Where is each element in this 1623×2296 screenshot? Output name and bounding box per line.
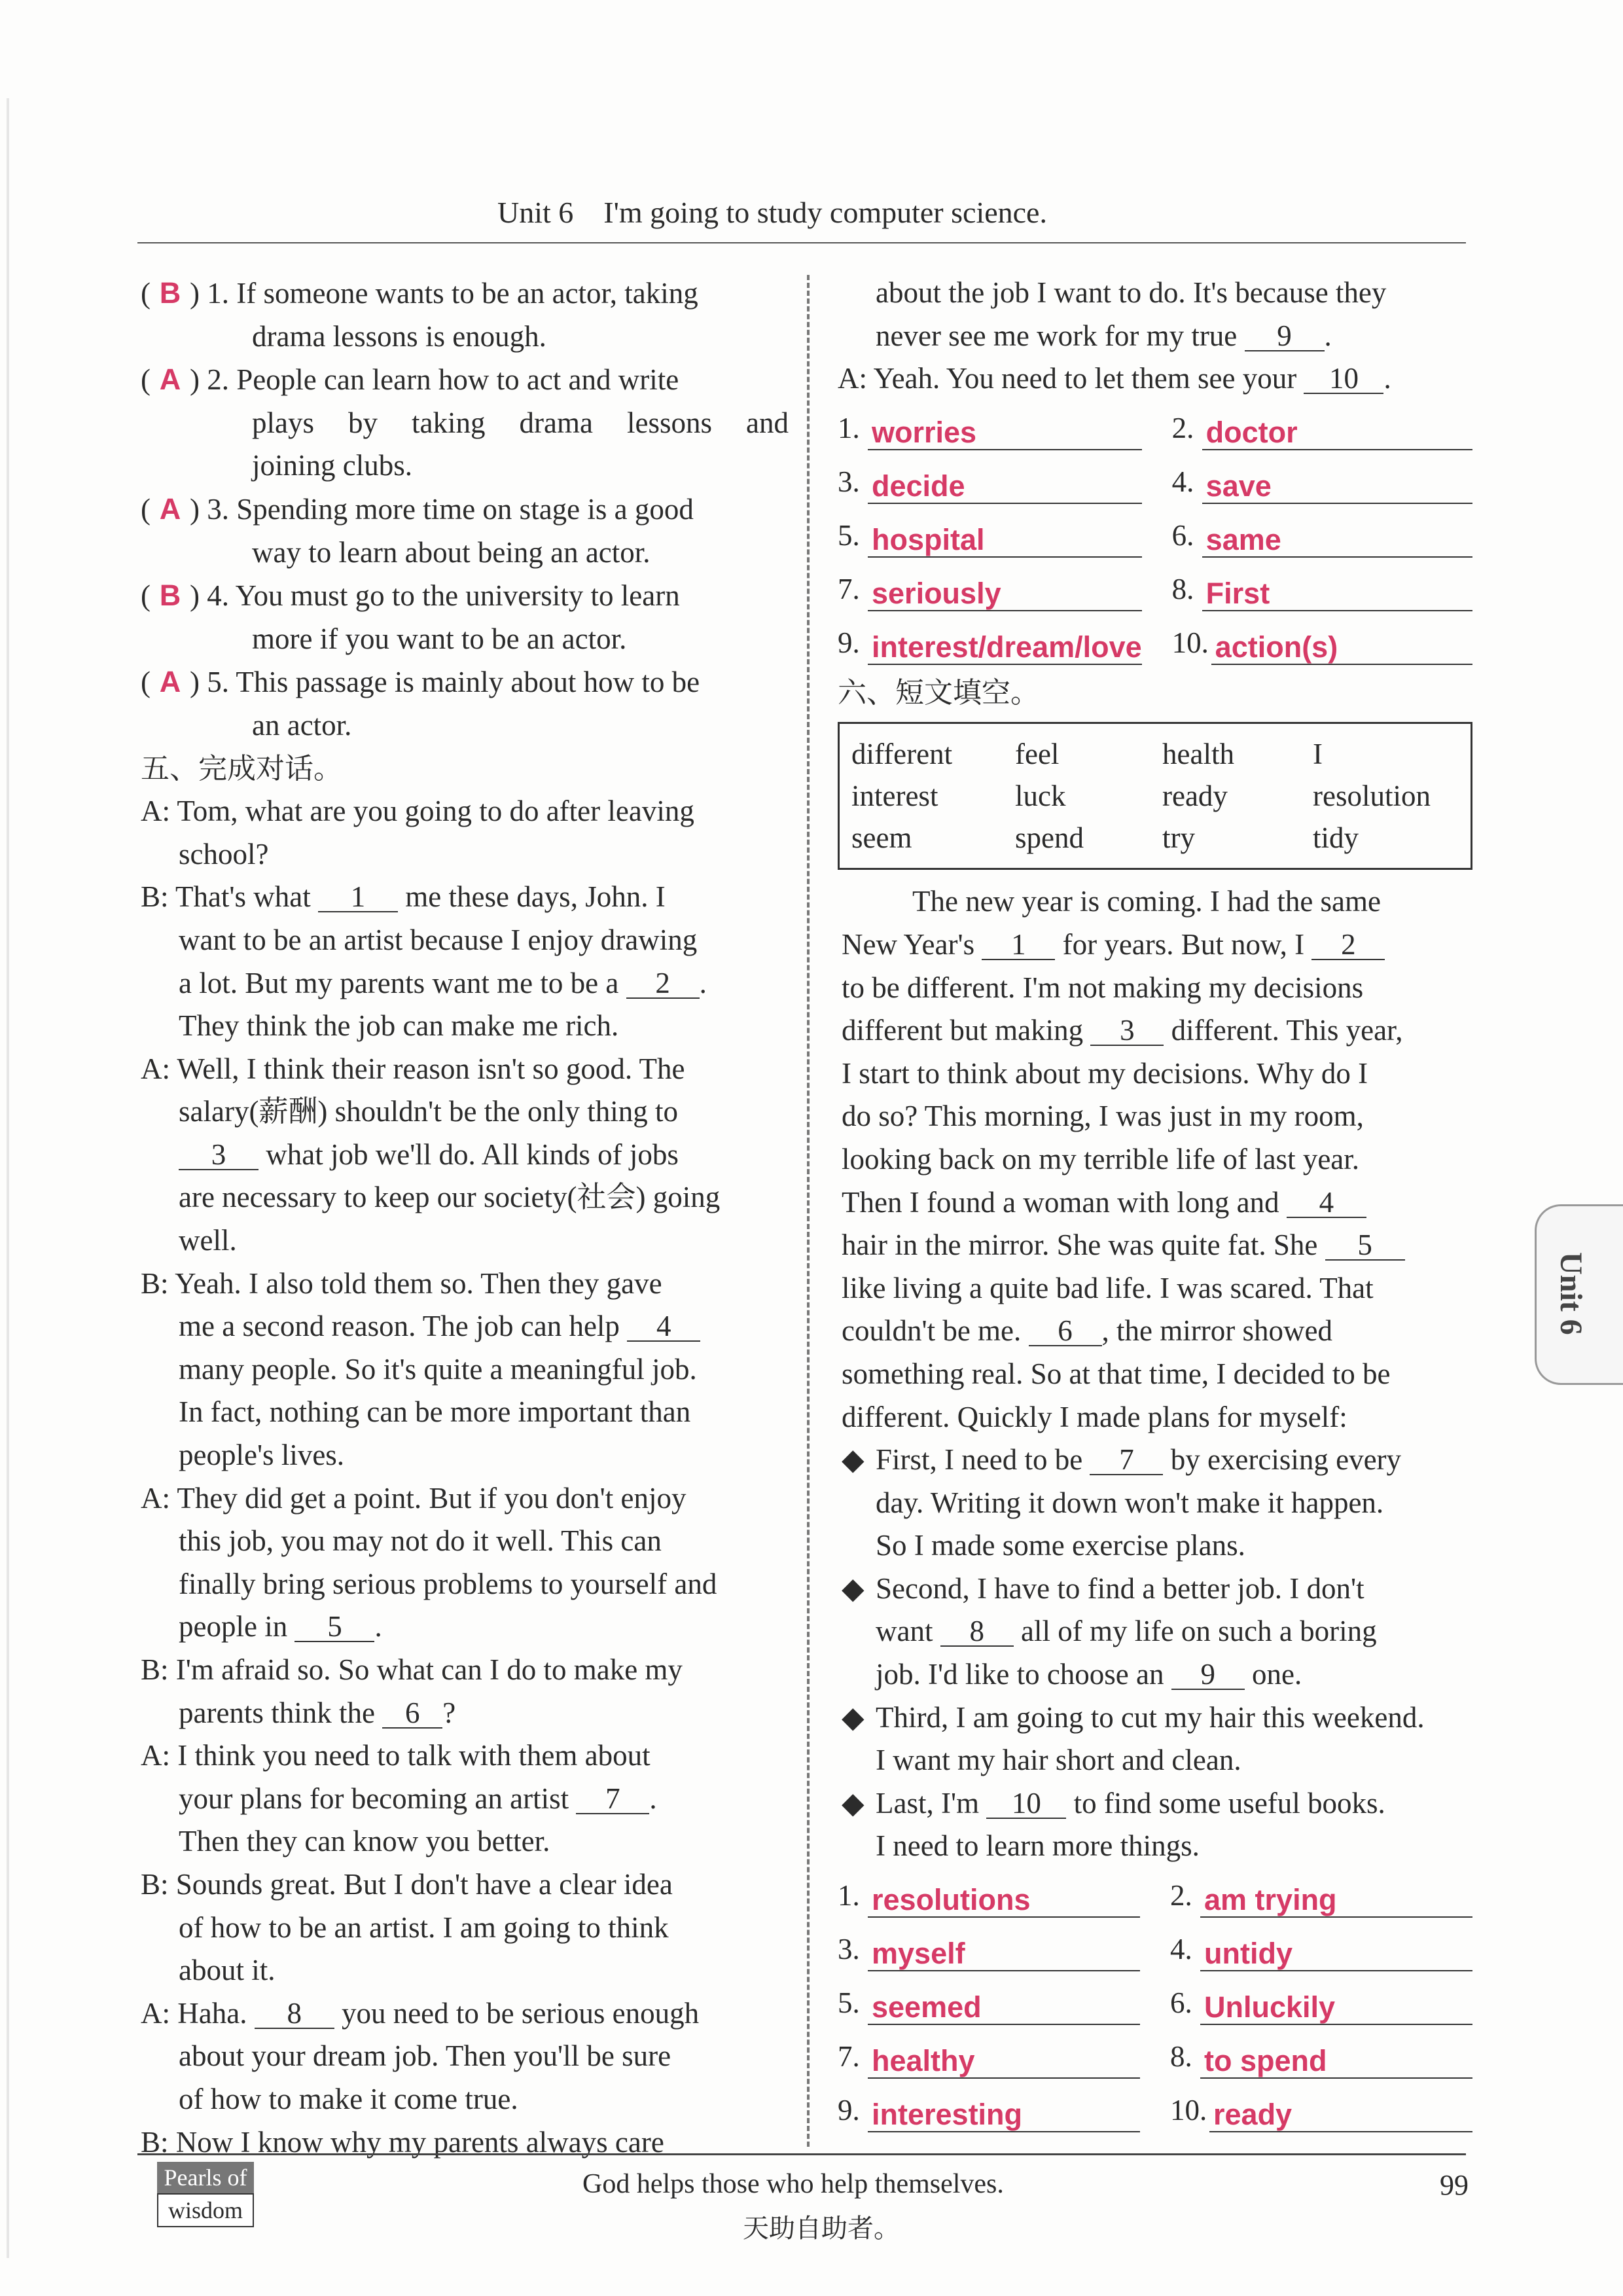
- left-column: [141, 272, 789, 2164]
- word-bank-item: luck: [1015, 780, 1066, 813]
- dialogue-line: A: I think you need to talk with them about: [141, 1739, 651, 1772]
- answer-item: 8. First: [1172, 558, 1472, 611]
- blank-8: 8: [255, 1999, 334, 2029]
- dialogue-line: B: Now I know why my parents always care: [141, 2125, 664, 2159]
- dialogue-line: 3 what job we'll do. All kinds of jobs: [141, 1134, 789, 1177]
- tf-question-1: ( B ) 1. If someone wants to be an actor, taking drama lessons is enough.: [141, 272, 789, 358]
- blank-4: 4: [1287, 1188, 1366, 1218]
- word-bank-item: seem: [851, 821, 912, 855]
- dialogue-line: B: I'm afraid so. So what can I do to make my: [141, 1653, 683, 1686]
- question-text: ) 5. This passage is mainly about how to be: [190, 666, 700, 699]
- answer-item: 10. action(s): [1172, 611, 1472, 665]
- column-divider: [807, 275, 810, 2147]
- answer-item: 6. Unluckily: [1170, 1971, 1472, 2025]
- dialogue-line: A: Well, I think their reason isn't so good. The: [141, 1052, 685, 1085]
- passage-line: hair in the mirror. She was quite fat. She 5: [842, 1224, 1472, 1267]
- answer-item: 6. same: [1172, 504, 1472, 558]
- passage-line: So I made some exercise plans.: [876, 1529, 1245, 1562]
- blank-10: 10: [986, 1789, 1066, 1819]
- question-text: plays by taking drama lessons and: [252, 406, 789, 439]
- passage-line: want 8 all of my life on such a boring: [876, 1615, 1377, 1648]
- passage-line: ◆ Second, I have to find a better job. I don't: [842, 1568, 1472, 1611]
- passage-line: day. Writing it down won't make it happen.: [876, 1486, 1384, 1519]
- question-text: drama lessons is enough.: [252, 319, 546, 353]
- question-text: an actor.: [252, 708, 352, 742]
- dialogue-line: Then they can know you better.: [179, 1825, 550, 1858]
- diamond-bullet-icon: ◆: [842, 1571, 865, 1605]
- dialogue-line: B: Yeah. I also told them so. Then they gave: [141, 1266, 662, 1300]
- passage-line: New Year's 1 for years. But now, I 2: [842, 924, 1472, 967]
- answer-item: 7. healthy: [838, 2025, 1140, 2079]
- tf-answer: A: [159, 363, 181, 397]
- answer-item: 9. interesting: [838, 2079, 1140, 2132]
- question-text: ) 1. If someone wants to be an actor, taking: [190, 277, 698, 310]
- blank-1: 1: [982, 930, 1055, 960]
- passage: [842, 880, 1472, 1868]
- word-bank-item: tidy: [1313, 821, 1359, 855]
- dialogue-line: They think the job can make me rich.: [179, 1009, 619, 1043]
- tf-answer: B: [159, 276, 181, 310]
- tf-question-2: ( A ) 2. People can learn how to act and write plays by taking drama lessons and joining clubs.: [141, 358, 789, 488]
- unit-side-tab-label: Unit 6: [1554, 1252, 1588, 1335]
- footer-motto-chinese: 天助自助者。: [743, 2214, 900, 2244]
- blank-9: 9: [1171, 1660, 1245, 1690]
- dialogue-line: B: Sounds great. But I don't have a clear idea: [141, 1867, 673, 1901]
- answer-item: 3. decide: [838, 450, 1142, 504]
- blank-5: 5: [294, 1612, 374, 1642]
- dialogue-line: of how to make it come true.: [179, 2082, 518, 2115]
- dialogue: [141, 790, 789, 2164]
- blank-2: 2: [626, 969, 700, 999]
- dialogue-line: school?: [179, 837, 269, 870]
- answer-item: 1. worries: [838, 397, 1142, 450]
- question-text: way to learn about being an actor.: [252, 535, 651, 569]
- passage-line: to be different. I'm not making my decisions: [842, 971, 1364, 1004]
- blank-9: 9: [1245, 321, 1325, 351]
- dialogue-line: about your dream job. Then you'll be sure: [179, 2039, 671, 2073]
- dialogue-line: about it.: [179, 1954, 276, 1987]
- dialogue-line: never see me work for my true 9 .: [876, 319, 1332, 352]
- blank-10: 10: [1304, 364, 1383, 394]
- answer-item: 8. to spend: [1170, 2025, 1472, 2079]
- answer-item: 9. interest/dream/love: [838, 626, 1142, 664]
- answer-item: 4. untidy: [1170, 1918, 1472, 1971]
- passage-line: something real. So at that time, I decided to be: [842, 1357, 1391, 1390]
- word-bank: [838, 722, 1472, 870]
- dialogue-line: salary(薪酬) shouldn't be the only thing to: [179, 1095, 679, 1128]
- passage-line: different. Quickly I made plans for myself:: [842, 1400, 1347, 1433]
- blank-7: 7: [576, 1784, 649, 1814]
- page-number: 99: [1440, 2169, 1469, 2201]
- question-text: ) 2. People can learn how to act and write: [190, 363, 679, 397]
- footer-motto: God helps those who help themselves.: [582, 2169, 1004, 2199]
- dialogue-line: well.: [179, 1224, 237, 1257]
- tf-answer: A: [159, 492, 181, 526]
- passage-line: couldn't be me. 6 , the mirror showed: [842, 1314, 1332, 1348]
- dialogue-line: In fact, nothing can be more important than: [179, 1395, 691, 1429]
- dialogue-line: are necessary to keep our society(社会) going: [179, 1181, 721, 1214]
- question-text: more if you want to be an actor.: [252, 622, 627, 655]
- answer-item: 10. ready: [1170, 2079, 1472, 2132]
- dialogue-line: your plans for becoming an artist 7 .: [179, 1782, 657, 1815]
- blank-7: 7: [1090, 1445, 1163, 1475]
- section-6-title: 六、短文填空。: [838, 675, 1039, 709]
- dialogue-line: people in 5 .: [179, 1610, 382, 1643]
- page-header: [137, 190, 1466, 243]
- dialogue-line: a lot. But my parents want me to be a 2 .: [179, 966, 707, 999]
- answer-item: 3. myself: [838, 1918, 1140, 1971]
- answer-item: 5. seemed: [838, 1971, 1140, 2025]
- passage-line: The new year is coming. I had the same: [912, 885, 1382, 918]
- dialogue-line: want to be an artist because I enjoy drawing: [179, 923, 698, 956]
- right-column: [838, 272, 1472, 2132]
- dialogue-line: B: That's what 1 me these days, John. I: [141, 880, 666, 914]
- answer-item: 4. save: [1172, 450, 1472, 504]
- blank-4: 4: [627, 1312, 700, 1342]
- passage-line: ◆ Third, I am going to cut my hair this weekend.: [842, 1696, 1472, 1740]
- blank-5: 5: [1325, 1230, 1405, 1261]
- tf-question-4: ( B ) 4. You must go to the university to learn more if you want to be an actor.: [141, 574, 789, 660]
- passage-line: like living a quite bad life. I was scared. That: [842, 1271, 1374, 1304]
- passage-line: do so? This morning, I was just in my room,: [842, 1100, 1364, 1133]
- tf-question-5: ( A ) 5. This passage is mainly about how to be an actor.: [141, 660, 789, 747]
- passage-line: Then I found a woman with long and 4: [842, 1181, 1472, 1225]
- wisdom-label: wisdom: [157, 2193, 254, 2227]
- passage-line: job. I'd like to choose an 9 one.: [876, 1658, 1302, 1691]
- passage-line: different but making 3 different. This year,: [842, 1014, 1403, 1047]
- dialogue-line: this job, you may not do it well. This can: [179, 1524, 662, 1558]
- dialogue-line: parents think the 6 ?: [179, 1696, 456, 1729]
- blank-3: 3: [1090, 1016, 1164, 1046]
- answers-section-6: [838, 1864, 1472, 2132]
- dialogue-line: A: Tom, what are you going to do after leaving: [141, 795, 694, 828]
- word-bank-item: different: [851, 738, 953, 771]
- dialogue-line: about the job I want to do. It's because they: [876, 276, 1387, 309]
- word-bank-item: try: [1162, 821, 1195, 855]
- blank-2: 2: [1311, 930, 1385, 960]
- passage-line: ◆ Last, I'm 10 to find some useful books.: [842, 1782, 1472, 1825]
- tf-answer: B: [159, 579, 181, 613]
- dialogue-line: A: They did get a point. But if you don't enjoy: [141, 1481, 687, 1515]
- section-5-title: 五、完成对话。: [141, 751, 342, 785]
- answer-item: 2. am trying: [1170, 1864, 1472, 1918]
- blank-6: 6: [382, 1698, 442, 1729]
- answers-section-5: [838, 397, 1472, 665]
- passage-line: looking back on my terrible life of last year.: [842, 1142, 1360, 1175]
- blank-1: 1: [318, 882, 398, 912]
- word-bank-item: interest: [851, 780, 938, 813]
- pearls-of-wisdom-badge: [157, 2162, 254, 2227]
- dialogue-line: of how to be an artist. I am going to think: [179, 1910, 669, 1944]
- dialogue-line: people's lives.: [179, 1439, 345, 1472]
- dialogue-line: A: Haha. 8 you need to be serious enough: [141, 1996, 700, 2030]
- question-text: ) 4. You must go to the university to learn: [190, 579, 680, 613]
- scan-edge: [7, 98, 9, 2258]
- word-bank-item: spend: [1015, 821, 1084, 855]
- blank-6: 6: [1029, 1316, 1102, 1346]
- page-title: Unit 6 I'm going to study computer science.: [497, 196, 1047, 229]
- question-text: ) 3. Spending more time on stage is a good: [190, 492, 694, 526]
- answer-item: 7. seriously: [838, 558, 1142, 611]
- diamond-bullet-icon: ◆: [842, 1786, 865, 1820]
- page-footer: [137, 2153, 1469, 2244]
- word-bank-item: resolution: [1313, 780, 1431, 813]
- blank-3: 3: [179, 1140, 259, 1170]
- dialogue-line: me a second reason. The job can help 4: [141, 1305, 789, 1348]
- word-bank-item: feel: [1015, 738, 1060, 771]
- pearls-label: Pearls of: [157, 2162, 254, 2193]
- passage-line: I start to think about my decisions. Why do I: [842, 1056, 1368, 1090]
- passage-line: ◆ First, I need to be 7 by exercising every: [842, 1439, 1472, 1482]
- word-bank-item: health: [1162, 738, 1234, 771]
- answer-item: 1. resolutions: [838, 1864, 1140, 1918]
- word-bank-item: I: [1313, 738, 1323, 771]
- passage-line: I need to learn more things.: [876, 1829, 1200, 1863]
- blank-8: 8: [940, 1617, 1014, 1647]
- dialogue-line: many people. So it's quite a meaningful job.: [179, 1352, 697, 1386]
- diamond-bullet-icon: ◆: [842, 1443, 865, 1477]
- tf-answer: A: [159, 665, 181, 699]
- tf-question-3: ( A ) 3. Spending more time on stage is a good way to learn about being an actor.: [141, 488, 789, 574]
- dialogue-line: A: Yeah. You need to let them see your 10 .: [838, 362, 1391, 395]
- dialogue-line: finally bring serious problems to yourself and: [179, 1567, 717, 1600]
- answer-item: 2. doctor: [1172, 397, 1472, 450]
- unit-side-tab: [1535, 1204, 1623, 1385]
- word-bank-item: ready: [1162, 780, 1228, 813]
- answer-item: 5. hospital: [838, 504, 1142, 558]
- passage-line: I want my hair short and clean.: [876, 1744, 1241, 1777]
- diamond-bullet-icon: ◆: [842, 1700, 865, 1734]
- question-text: joining clubs.: [252, 449, 412, 482]
